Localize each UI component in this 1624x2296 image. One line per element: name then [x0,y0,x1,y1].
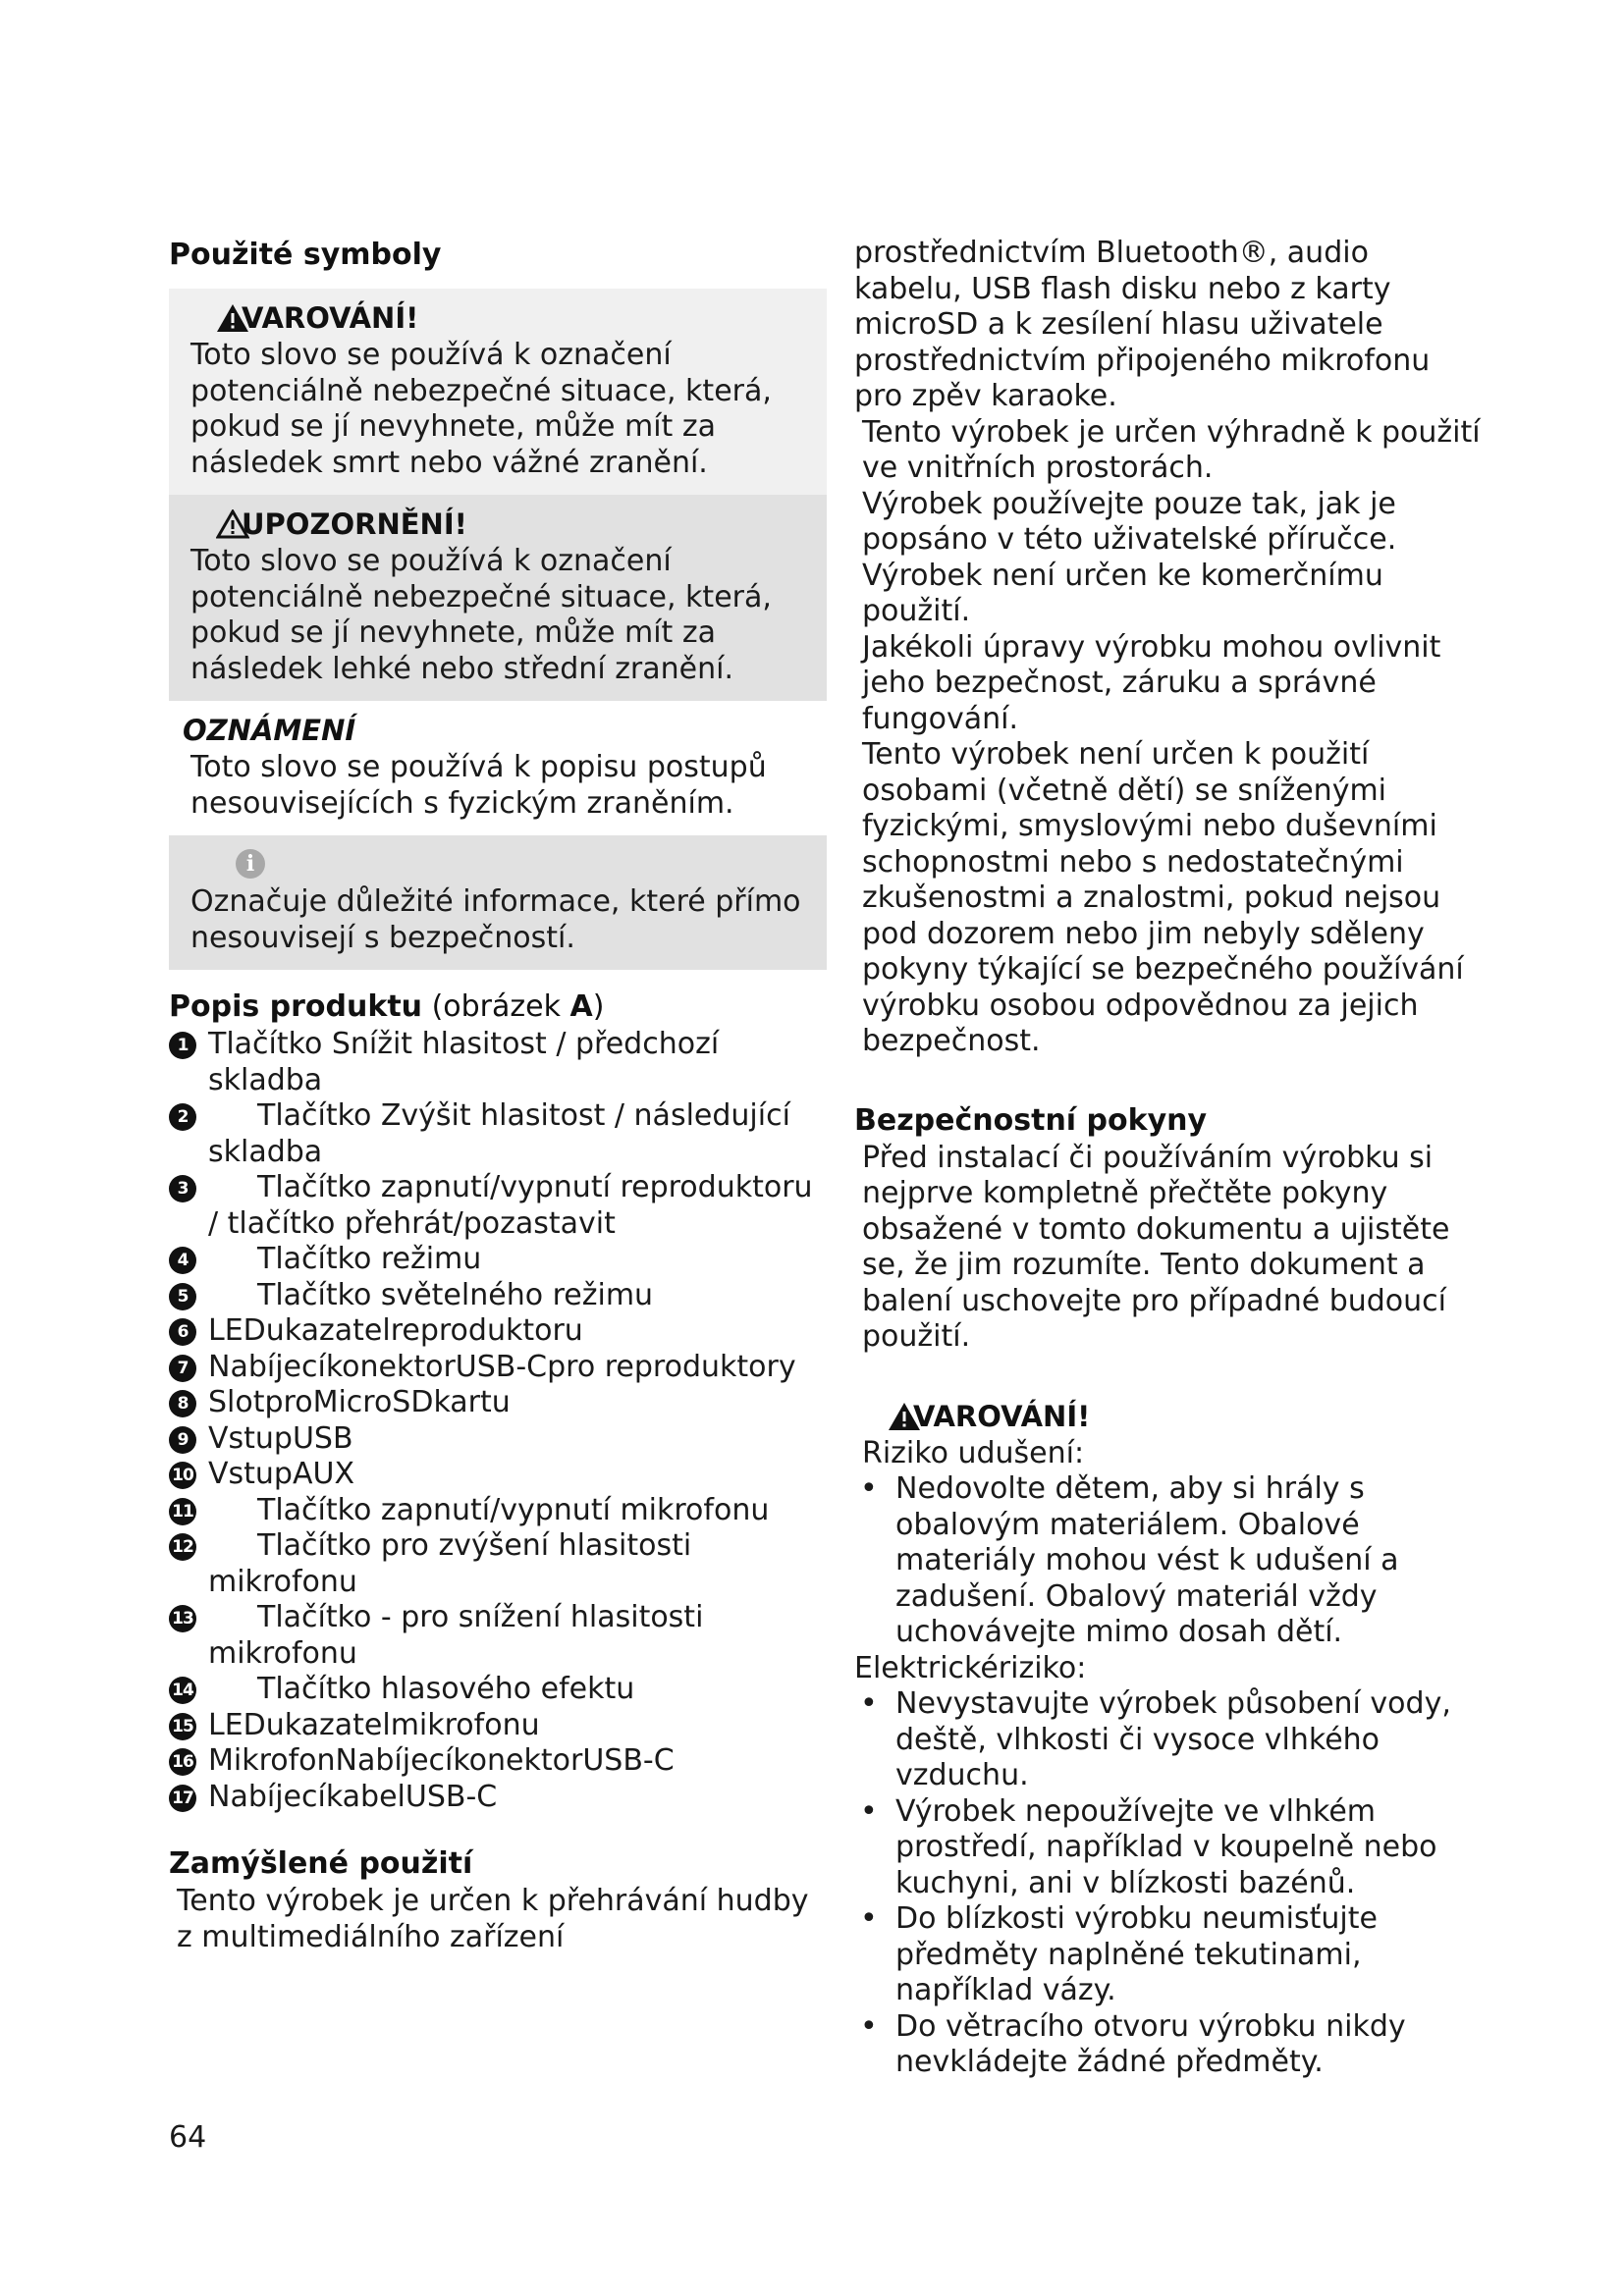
info-icon: i [236,849,265,879]
part-item [169,1242,827,1278]
warning-label-2: VAROVÁNÍ! [913,1399,1091,1433]
part-text: NabíjecíkonektorUSB-Cpro reproduktory [208,1349,796,1384]
intended-paragraph: Výrobek používejte pouze tak, jak je popsáno v této uživatelské příručce. [862,486,1397,557]
part-text: Tlačítko zapnutí/vypnutí mikrofonu [257,1492,770,1527]
intended-paragraph: Tento výrobek je určen výhradně k použití ve vnitřních prostorách. [862,414,1481,485]
part-text: VstupUSB [208,1420,353,1456]
part-number-icon: 8 [169,1390,196,1417]
suffocation-title: Riziko udušení: [862,1435,1085,1470]
part-number-icon: 14 [169,1677,196,1704]
info-text: Označuje důležité informace, které přímo nesouvisejí s bezpečností. [190,884,801,955]
part-text: Tlačítko - pro snížení hlasitosti mikrofonu [208,1600,704,1671]
info-box [169,835,827,970]
part-number-icon: 3 [169,1175,196,1202]
caution-label: UPOZORNĚNÍ! [242,507,467,541]
caution-box [169,495,827,701]
electric-title: Elektrickériziko: [854,1650,1087,1685]
bullet-item: • Nedovolte dětem, aby si hrály s obalovým materiálem. Obalové materiály mohou vést k udušení a zadušení. Obalový materiál vždy uchovávejte mimo dosah dětí. [854,1471,1483,1651]
part-item [169,1672,827,1708]
part-item [169,1743,827,1780]
part-number-icon: 2 [169,1103,196,1131]
part-item [169,1600,827,1672]
safety-text: Před instalací či používáním výrobku si nejprve kompletně přečtěte pokyny obsažené v tomto dokumentu a ujistěte se, že jim rozumíte. Tento dokument a balení uschovejte pro případné budoucí použití. [862,1140,1450,1354]
part-text: Tlačítko Zvýšit hlasitost / následující skladba [208,1098,790,1169]
part-item [169,1421,827,1458]
part-number-icon: 12 [169,1533,196,1561]
part-text: Tlačítko světelného režimu [257,1277,654,1312]
notice-text: Toto slovo se používá k popisu postupů nesouvisejících s fyzickým zraněním. [190,750,767,821]
part-item [169,1528,827,1600]
part-text: Tlačítko zapnutí/vypnutí reproduktoru / tlačítko přehrát/pozastavit [208,1170,813,1241]
part-item [169,1027,827,1098]
part-text: Tlačítko pro zvýšení hlasitosti mikrofonu [208,1528,692,1599]
warning-label: VAROVÁNÍ! [242,301,419,335]
part-text: Tlačítko Snížit hlasitost / předchozí skladba [208,1027,720,1097]
bullet-item: • Výrobek nepoužívejte ve vlhkém prostředí, například v koupelně nebo kuchyni, ani v blízkosti bazénů. [854,1794,1483,1902]
caution-text: Toto slovo se používá k označení potenciálně nebezpečné situace, která, pokud se jí nevyhnete, může mít za následek lehké nebo střední zranění. [190,544,772,686]
bullet-item: • Nevystavujte výrobek působení vody, deště, vlhkosti či vysoce vlhkého vzduchu. [854,1686,1483,1794]
part-number-icon: 13 [169,1605,196,1632]
safety-heading: Bezpečnostní pokyny [854,1102,1208,1138]
intended-paragraphs [854,236,1483,1060]
warning-text: Toto slovo se používá k označení potenciálně nebezpečné situace, která, pokud se jí nevyhnete, může mít za následek smrt nebo vážné zranění. [190,338,772,480]
symbols-heading: Použité symboly [169,238,442,272]
part-item [169,1170,827,1242]
electric-list [854,1686,1483,2081]
part-text: LEDukazatelmikrofonu [208,1707,540,1742]
part-item [169,1385,827,1421]
part-item [169,1278,827,1314]
part-item [169,1708,827,1744]
part-text: MikrofonNabíjecíkonektorUSB-C [208,1743,675,1778]
notice-label: OZNÁMENÍ [183,714,356,747]
right-column [854,236,1483,2081]
part-item [169,1350,827,1386]
bullet-item: • Do blízkosti výrobku neumisťujte předměty naplněné tekutinami, například vázy. [854,1901,1483,2009]
part-number-icon: 16 [169,1748,196,1776]
intended-paragraph: Jakékoli úpravy výrobku mohou ovlivnit jeho bezpečnost, záruku a správné fungování. [862,629,1441,736]
part-number-icon: 4 [169,1247,196,1274]
part-number-icon: 1 [169,1032,196,1059]
product-heading: Popis produktu (obrázek A) [169,989,605,1024]
part-text: SlotproMicroSDkartu [208,1385,511,1419]
part-number-icon: 6 [169,1318,196,1346]
part-number-icon: 7 [169,1355,196,1382]
part-number-icon: 11 [169,1498,196,1525]
part-text: VstupAUX [208,1457,355,1491]
part-text: Tlačítko režimu [257,1242,482,1276]
intended-heading: Zamýšlené použití [169,1846,473,1881]
left-column [169,236,827,1955]
part-text: NabíjecíkabelUSB-C [208,1779,498,1814]
part-number-icon: 15 [169,1713,196,1740]
part-item [169,1780,827,1816]
part-item [169,1098,827,1170]
page-number: 64 [169,2120,207,2155]
part-item [169,1457,827,1493]
part-number-icon: 10 [169,1462,196,1489]
notice-box [169,701,827,835]
part-text: Tlačítko hlasového efektu [257,1672,635,1706]
intended-text: Tento výrobek je určen k přehrávání hudby z multimediálního zařízení [177,1884,809,1954]
part-number-icon: 17 [169,1785,196,1812]
suffocation-list [854,1471,1483,1651]
intended-paragraph: Tento výrobek není určen k použití osobami (včetně dětí) se sníženými fyzickými, smyslovými nebo duševními schopnostmi nebo s nedostatečnými zkušenostmi a znalostmi, pokud nejsou pod dozorem nebo jim nebyly sděleny pokyny týkající se bezpečného používání výrobku osobou odpovědnou za jejich bezpečnost. [862,737,1464,1058]
bullet-item: • Do větracího otvoru výrobku nikdy nevkládejte žádné předměty. [854,2009,1483,2081]
part-item [169,1493,827,1529]
parts-list [169,1027,827,1815]
part-item [169,1313,827,1350]
part-number-icon: 9 [169,1426,196,1454]
part-number-icon: 5 [169,1283,196,1310]
warning-box [169,289,827,495]
part-text: LEDukazatelreproduktoru [208,1313,583,1348]
intended-paragraph: prostřednictvím Bluetooth®, audio kabelu, USB flash disku nebo z karty microSD a k zesílení hlasu uživatele prostřednictvím připojeného mikrofonu pro zpěv karaoke. [854,236,1431,413]
intended-paragraph: Výrobek není určen ke komerčnímu použití. [862,558,1383,628]
